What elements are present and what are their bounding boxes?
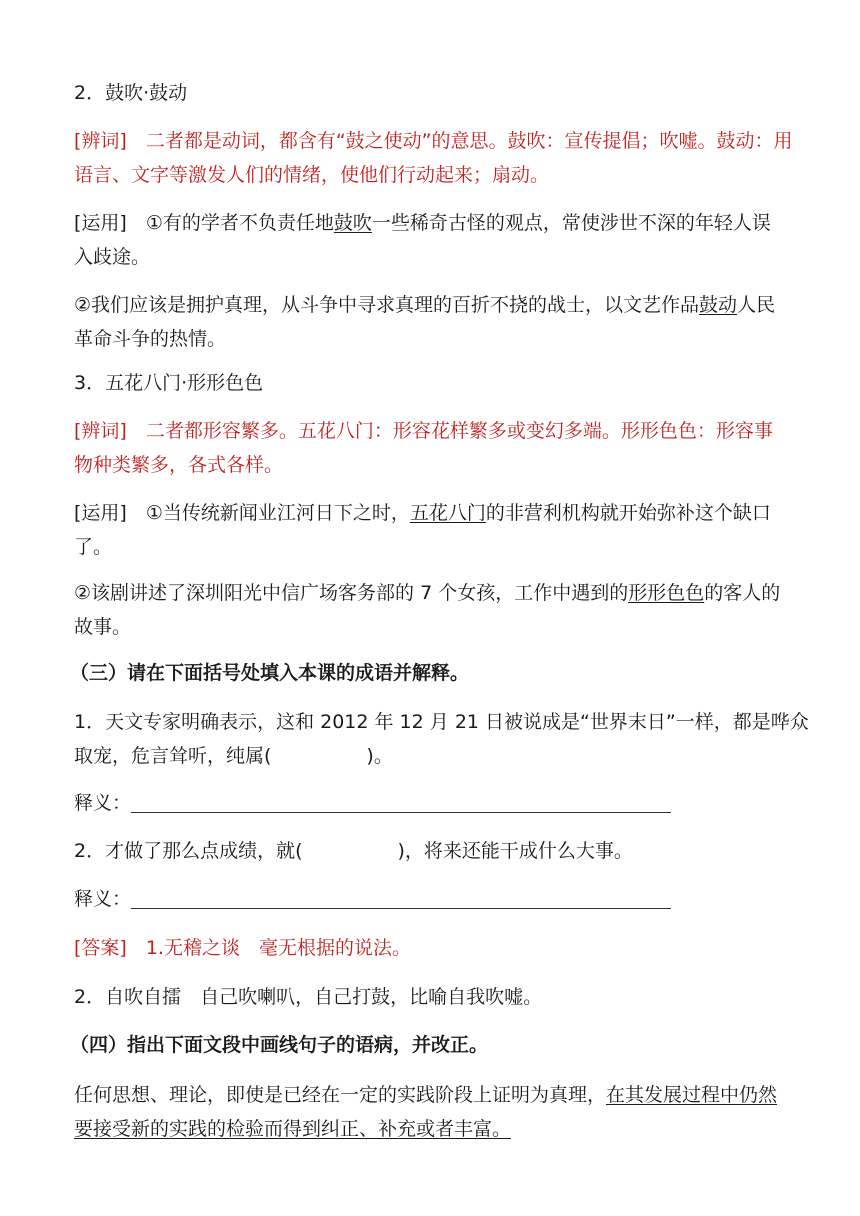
underlined-word: 鼓吹 <box>333 212 372 234</box>
bianci-paragraph <box>74 414 822 448</box>
answer-line-2 <box>74 882 822 916</box>
bianci-tag: [辨词] <box>74 420 127 442</box>
bianci-line-2: 语言、文字等激发人们的情绪，使他们行动起来；扇动。 <box>74 164 550 186</box>
item-heading-2: 2．鼓吹·鼓动 <box>74 82 188 104</box>
question-1: 1．天文专家明确表示，这和 2012 年 12 月 21 日被说成是“世界末日”一样，都是哗众 <box>74 711 809 733</box>
underlined-word: 形形色色 <box>628 582 705 604</box>
shiyi-label: 释义： <box>74 792 132 814</box>
answer-paragraph <box>74 931 822 965</box>
usage-example-2 <box>74 288 822 322</box>
passage-text: 任何思想、理论，即使是已经在一定的实践阶段上证明为真理， <box>74 1084 607 1106</box>
section-heading-4: （四）指出下面文段中画线句子的语病，并改正。 <box>70 1034 489 1056</box>
yunyong-paragraph <box>74 496 822 530</box>
shiyi-label: 释义： <box>74 888 132 910</box>
passage-line-1 <box>74 1078 822 1112</box>
answer-tag: [答案] <box>74 937 127 959</box>
bianci-line-2: 物种类繁多，各式各样。 <box>74 454 284 476</box>
usage-line-2: 故事。 <box>74 616 132 638</box>
usage-line-2: 了。 <box>74 536 113 558</box>
question-1-line-2: 取宠，危言耸听，纯属( )。 <box>74 745 393 767</box>
underlined-sentence: 在其发展过程中仍然 <box>606 1084 778 1106</box>
answer-text: 1.无稽之谈 毫无根据的说法。 <box>126 937 411 959</box>
question-2: 2．才做了那么点成绩，就( )，将来还能干成什么大事。 <box>74 840 633 862</box>
bianci-text: 二者都是动词，都含有“鼓之使动”的意思。鼓吹：宣传提倡；吹嘘。鼓动：用 <box>126 130 793 152</box>
underlined-word: 鼓动 <box>699 294 738 316</box>
fill-blank[interactable] <box>131 790 671 813</box>
bianci-paragraph <box>74 124 822 158</box>
usage-text: ②该剧讲述了深圳阳光中信广场客务部的 7 个女孩，工作中遇到的 <box>74 582 629 604</box>
usage-text: 的客人的 <box>704 582 781 604</box>
usage-text: ①有的学者不负责任地 <box>126 212 334 234</box>
item-heading-3: 3．五花八门·形形色色 <box>74 372 264 394</box>
usage-line-2: 革命斗争的热情。 <box>74 328 227 350</box>
underlined-sentence: 要接受新的实践的检验而得到纠正、补充或者丰富。 <box>74 1118 512 1140</box>
usage-line-2: 入歧途。 <box>74 246 151 268</box>
yunyong-paragraph <box>74 206 822 240</box>
bianci-text: 二者都形容繁多。五花八门：形容花样繁多或变幻多端。形形色色：形容事 <box>126 420 773 442</box>
underlined-word: 五花八门 <box>409 502 486 524</box>
usage-text: 一些稀奇古怪的观点，常使涉世不深的年轻人误 <box>371 212 771 234</box>
usage-text: ①当传统新闻业江河日下之时， <box>126 502 410 524</box>
answer-line-1 <box>74 786 822 820</box>
yunyong-tag: [运用] <box>74 212 127 234</box>
usage-text: 的非营利机构就开始弥补这个缺口 <box>485 502 771 524</box>
usage-text: ②我们应该是拥护真理，从斗争中寻求真理的百折不挠的战士，以文艺作品 <box>74 294 700 316</box>
fill-blank[interactable] <box>131 886 671 909</box>
usage-text: 人民 <box>737 294 776 316</box>
answer-2: 2．自吹自擂 自己吹喇叭，自己打鼓，比喻自我吹嘘。 <box>74 986 543 1008</box>
passage-line-2 <box>74 1112 822 1146</box>
bianci-tag: [辨词] <box>74 130 127 152</box>
section-heading-3: （三）请在下面括号处填入本课的成语并解释。 <box>70 662 470 684</box>
usage-example-2 <box>74 576 822 610</box>
yunyong-tag: [运用] <box>74 502 127 524</box>
